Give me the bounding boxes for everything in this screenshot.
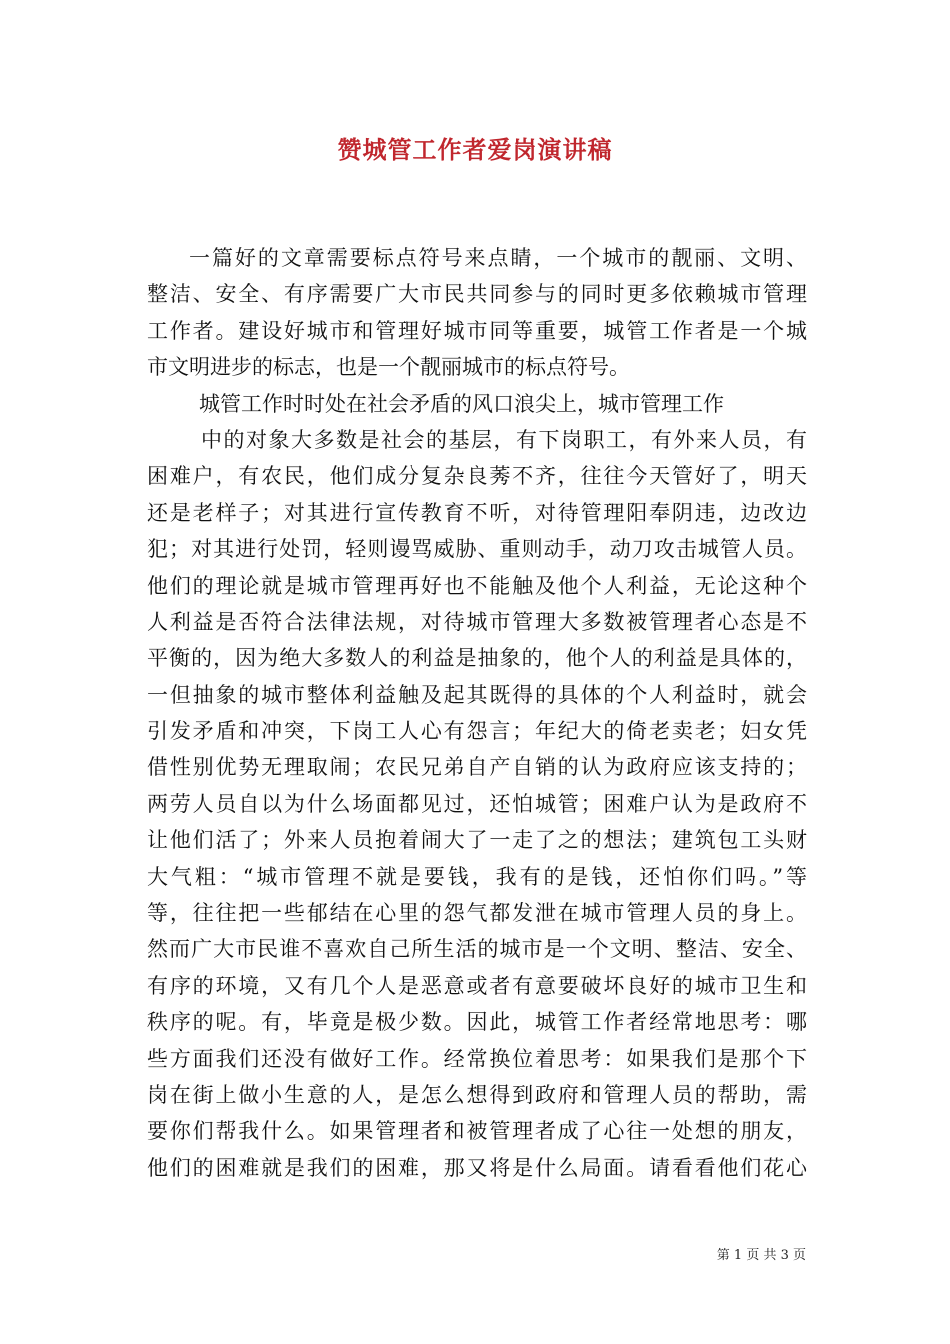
text-line: 一但抽象的城市整体利益触及起其既得的具体的个人利益时，就会 [147,682,807,707]
text-line: 两劳人员自以为什么场面都见过，还怕城管；困难户认为是政府不 [147,791,807,816]
text-line: 工作者。建设好城市和管理好城市同等重要，城管工作者是一个城 [147,318,807,343]
text-line: 他们的困难就是我们的困难，那又将是什么局面。请看看他们花心 [147,1155,807,1180]
text-line: 城管工作时时处在社会矛盾的风口浪尖上，城市管理工作 [199,391,724,416]
text-line: 借性别优势无理取闹；农民兄弟自产自销的认为政府应该支持的； [147,755,807,780]
document-title: 赞城管工作者爱岗演讲稿 [337,135,613,164]
text-line: 市文明进步的标志，也是一个靓丽城市的标点符号。 [147,355,630,380]
document-body [147,240,807,1186]
text-line: 要你们帮我什么。如果管理者和被管理者成了心往一处想的朋友， [147,1119,807,1144]
text-line: 大气粗：“城市管理不就是要钱，我有的是钱，还怕你们吗。”等 [147,864,807,889]
text-line: 引发矛盾和冲突，下岗工人心有怨言；年纪大的倚老卖老；妇女凭 [147,719,807,744]
text-line: 一篇好的文章需要标点符号来点睛，一个城市的靓丽、文明、 [189,246,807,270]
text-line: 等，往往把一些郁结在心里的怨气都发泄在城市管理人员的身上。 [147,901,807,926]
text-line: 些方面我们还没有做好工作。经常换位着思考：如果我们是那个下 [147,1046,807,1071]
text-line: 秩序的呢。有，毕竟是极少数。因此，城管工作者经常地思考：哪 [147,1010,807,1035]
text-line: 犯；对其进行处罚，轻则谩骂威胁、重则动手，动刀攻击城管人员。 [147,537,807,562]
text-line: 岗在街上做小生意的人，是怎么想得到政府和管理人员的帮助，需 [147,1082,807,1107]
text-line: 整洁、安全、有序需要广大市民共同参与的同时更多依赖城市管理 [147,282,807,307]
text-line: 人利益是否符合法律法规，对待城市管理大多数被管理者心态是不 [147,609,807,634]
page-number: 第 1 页 共 3 页 [716,1248,806,1263]
text-line: 让他们活了；外来人员抱着闹大了一走了之的想法；建筑包工头财 [147,828,807,853]
text-line: 他们的理论就是城市管理再好也不能触及他个人利益，无论这种个 [147,573,807,598]
text-line: 还是老样子；对其进行宣传教育不听，对待管理阳奉阴违，边改边 [147,500,807,525]
text-line: 平衡的，因为绝大多数人的利益是抽象的，他个人的利益是具体的， [147,646,807,671]
text-line: 困难户，有农民，他们成分复杂良莠不齐，往往今天管好了，明天 [147,464,807,489]
text-line: 有序的环境，又有几个人是恶意或者有意要破坏良好的城市卫生和 [147,973,807,998]
text-line: 然而广大市民谁不喜欢自己所生活的城市是一个文明、整洁、安全、 [147,937,807,962]
text-line: 中的对象大多数是社会的基层，有下岗职工，有外来人员，有 [201,427,807,452]
